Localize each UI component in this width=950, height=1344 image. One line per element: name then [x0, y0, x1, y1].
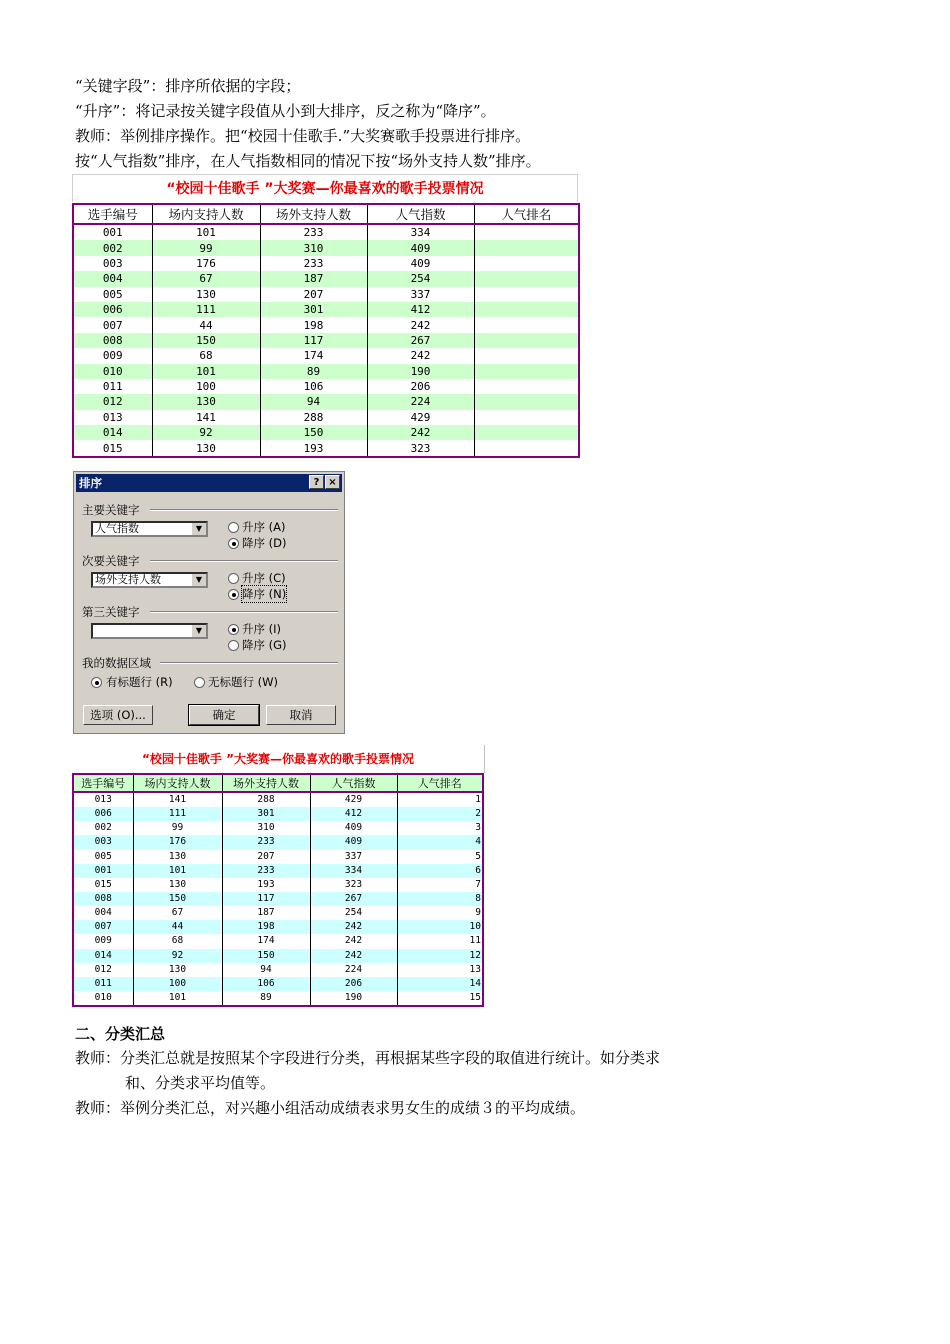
- primary-asc-radio[interactable]: [228, 522, 239, 533]
- table-cell: 4: [397, 835, 483, 849]
- table-row: [73, 878, 483, 892]
- table-cell: 150: [222, 949, 310, 963]
- table-cell: 68: [152, 348, 260, 363]
- table-cell: 89: [222, 991, 310, 1006]
- table-row: [73, 317, 579, 332]
- table-row: [73, 256, 579, 271]
- table-row: [73, 410, 579, 425]
- table-cell: 010: [73, 991, 133, 1006]
- col-header-outside: 场外支持人数: [260, 204, 367, 224]
- table-cell: 267: [367, 333, 474, 348]
- table-row: [73, 807, 483, 821]
- table-row: [73, 920, 483, 934]
- options-button[interactable]: 选项 (O)...: [83, 705, 153, 725]
- table-cell: 014: [73, 949, 133, 963]
- table-cell: 94: [222, 963, 310, 977]
- table-cell: [474, 425, 579, 440]
- table-cell: 301: [222, 807, 310, 821]
- table-cell: 193: [260, 440, 367, 456]
- secondary-desc-label: 降序 (N): [242, 587, 287, 601]
- table-cell: 8: [397, 892, 483, 906]
- table-cell: 267: [310, 892, 397, 906]
- divider: [150, 611, 338, 613]
- table-cell: 10: [397, 920, 483, 934]
- table-cell: 44: [152, 317, 260, 332]
- table-cell: 429: [367, 410, 474, 425]
- has-header-label: 有标题行 (R): [106, 675, 173, 689]
- table-cell: 409: [367, 240, 474, 255]
- table-cell: 015: [73, 878, 133, 892]
- table-cell: [474, 317, 579, 332]
- table-row: [73, 364, 579, 379]
- col-header-outside: 场外支持人数: [222, 774, 310, 792]
- table-cell: 301: [260, 302, 367, 317]
- primary-key-select[interactable]: [91, 521, 208, 537]
- table-cell: 011: [73, 379, 152, 394]
- primary-key-label: 主要关键字: [82, 503, 140, 517]
- third-desc-label: 降序 (G): [242, 638, 287, 652]
- table-cell: 130: [133, 850, 222, 864]
- table-cell: 174: [222, 934, 310, 948]
- divider: [150, 560, 338, 562]
- divider: [160, 662, 338, 664]
- section-paragraph-1-cont: 和、分类求平均值等。: [125, 1074, 276, 1092]
- table-cell: 004: [73, 271, 152, 286]
- third-key-select[interactable]: [91, 623, 208, 639]
- secondary-asc-radio[interactable]: [228, 573, 239, 584]
- table-cell: 310: [260, 240, 367, 255]
- has-header-radio[interactable]: [91, 677, 102, 688]
- table-cell: 010: [73, 364, 152, 379]
- table-row: [73, 240, 579, 255]
- table-cell: 190: [310, 991, 397, 1006]
- table-cell: 92: [133, 949, 222, 963]
- table-cell: [474, 410, 579, 425]
- table-cell: 007: [73, 920, 133, 934]
- table-cell: 233: [222, 864, 310, 878]
- table-cell: 190: [367, 364, 474, 379]
- table-row: [73, 394, 579, 409]
- intro-line-2: “升序”：将记录按关键字段值从小到大排序，反之称为“降序”。: [75, 102, 496, 120]
- table-cell: 117: [260, 333, 367, 348]
- table-cell: 288: [260, 410, 367, 425]
- table-cell: 141: [133, 792, 222, 807]
- table-cell: 412: [310, 807, 397, 821]
- close-button[interactable]: ×: [325, 475, 340, 489]
- table-cell: 008: [73, 333, 152, 348]
- primary-key-value: 人气指数: [95, 522, 139, 535]
- table-cell: 11: [397, 934, 483, 948]
- third-asc-label: 升序 (I): [242, 622, 282, 636]
- table-cell: 150: [152, 333, 260, 348]
- table-cell: 150: [260, 425, 367, 440]
- table-cell: 334: [310, 864, 397, 878]
- table-cell: 242: [367, 348, 474, 363]
- table-cell: 004: [73, 906, 133, 920]
- table-cell: [474, 240, 579, 255]
- table-cell: 013: [73, 792, 133, 807]
- table-cell: 409: [310, 835, 397, 849]
- table-cell: 68: [133, 934, 222, 948]
- table-cell: 174: [260, 348, 367, 363]
- table-cell: 011: [73, 977, 133, 991]
- header-row: [73, 774, 483, 792]
- table-cell: 323: [367, 440, 474, 456]
- table-row: [73, 850, 483, 864]
- table-cell: [474, 364, 579, 379]
- table-cell: 002: [73, 240, 152, 255]
- table-row: [73, 287, 579, 302]
- primary-desc-radio[interactable]: [228, 538, 239, 549]
- table-row: [73, 821, 483, 835]
- sorted-table-title: “校园十佳歌手 ”大奖赛—你最喜欢的歌手投票情况: [142, 752, 414, 766]
- table-cell: 006: [73, 807, 133, 821]
- col-header-inside: 场内支持人数: [152, 204, 260, 224]
- table-cell: 012: [73, 963, 133, 977]
- table-cell: 233: [260, 224, 367, 240]
- vote-table-sorted: [72, 773, 484, 1007]
- chevron-down-icon: ▼: [191, 574, 206, 586]
- cell-border: [484, 745, 485, 773]
- table-cell: 005: [73, 287, 152, 302]
- table-cell: [474, 224, 579, 240]
- table-cell: 176: [152, 256, 260, 271]
- secondary-key-value: 场外支持人数: [95, 573, 161, 586]
- table-cell: 117: [222, 892, 310, 906]
- table-cell: 106: [260, 379, 367, 394]
- table-cell: 100: [152, 379, 260, 394]
- table-cell: 94: [260, 394, 367, 409]
- table-row: [73, 333, 579, 348]
- table-row: [73, 224, 579, 240]
- ok-button[interactable]: 确定: [189, 705, 259, 725]
- table-row: [73, 348, 579, 363]
- table-cell: 198: [222, 920, 310, 934]
- header-row: [73, 204, 579, 224]
- table-cell: 206: [310, 977, 397, 991]
- secondary-desc-radio[interactable]: [228, 589, 239, 600]
- table-cell: 67: [152, 271, 260, 286]
- table-cell: 334: [367, 224, 474, 240]
- primary-desc-label: 降序 (D): [242, 536, 287, 550]
- table-cell: 242: [310, 934, 397, 948]
- table-cell: 003: [73, 256, 152, 271]
- table-row: [73, 892, 483, 906]
- secondary-key-select[interactable]: [91, 572, 208, 588]
- table-cell: 337: [310, 850, 397, 864]
- table-cell: 100: [133, 977, 222, 991]
- table-cell: 13: [397, 963, 483, 977]
- table-cell: [474, 394, 579, 409]
- table-cell: [474, 333, 579, 348]
- table-cell: 187: [222, 906, 310, 920]
- chevron-down-icon: ▼: [191, 625, 206, 637]
- table-row: [73, 792, 483, 807]
- table-cell: 013: [73, 410, 152, 425]
- table-cell: 7: [397, 878, 483, 892]
- table-cell: [474, 302, 579, 317]
- table-row: [73, 977, 483, 991]
- intro-line-1: “关键字段”：排序所依据的字段；: [75, 77, 301, 95]
- table-cell: 254: [367, 271, 474, 286]
- table-cell: 207: [260, 287, 367, 302]
- table-cell: 5: [397, 850, 483, 864]
- data-range-label: 我的数据区域: [82, 656, 151, 670]
- table-row: [73, 949, 483, 963]
- intro-line-4: 按“人气指数”排序，在人气指数相同的情况下按“场外支持人数”排序。: [75, 152, 541, 170]
- table-cell: 005: [73, 850, 133, 864]
- table-cell: 99: [152, 240, 260, 255]
- table-cell: 409: [367, 256, 474, 271]
- table-row: [73, 440, 579, 456]
- table-cell: [474, 287, 579, 302]
- table-cell: 003: [73, 835, 133, 849]
- table-cell: 3: [397, 821, 483, 835]
- table-cell: 101: [133, 864, 222, 878]
- table-cell: 206: [367, 379, 474, 394]
- divider: [150, 509, 338, 511]
- table-cell: 150: [133, 892, 222, 906]
- table-cell: 130: [152, 440, 260, 456]
- col-header-inside: 场内支持人数: [133, 774, 222, 792]
- table-cell: 14: [397, 977, 483, 991]
- dialog-title: 排序: [76, 474, 342, 492]
- table-cell: [474, 440, 579, 456]
- table-cell: 242: [310, 920, 397, 934]
- table-row: [73, 934, 483, 948]
- table-cell: 193: [222, 878, 310, 892]
- table-cell: 15: [397, 991, 483, 1006]
- table-cell: 409: [310, 821, 397, 835]
- table-cell: 44: [133, 920, 222, 934]
- vote-table: [72, 203, 580, 458]
- table-cell: 9: [397, 906, 483, 920]
- section-heading: 二、分类汇总: [75, 1025, 166, 1043]
- table-cell: 141: [152, 410, 260, 425]
- table-cell: 207: [222, 850, 310, 864]
- table-cell: 12: [397, 949, 483, 963]
- col-header-id: 选手编号: [73, 204, 152, 224]
- secondary-key-label: 次要关键字: [82, 554, 140, 568]
- col-header-rank: 人气排名: [474, 204, 579, 224]
- table-cell: 130: [133, 963, 222, 977]
- table-row: [73, 906, 483, 920]
- table-cell: 198: [260, 317, 367, 332]
- section-paragraph-2: 教师：举例分类汇总，对兴趣小组活动成绩表求男女生的成绩３的平均成绩。: [75, 1099, 586, 1117]
- table-cell: 412: [367, 302, 474, 317]
- table-cell: 242: [367, 317, 474, 332]
- table-row: [73, 425, 579, 440]
- table-cell: 242: [367, 425, 474, 440]
- table-cell: 233: [222, 835, 310, 849]
- table-cell: 176: [133, 835, 222, 849]
- table-cell: 242: [310, 949, 397, 963]
- table-cell: 006: [73, 302, 152, 317]
- table-cell: 001: [73, 224, 152, 240]
- help-button[interactable]: ?: [309, 475, 324, 489]
- table-cell: 99: [133, 821, 222, 835]
- table-cell: 89: [260, 364, 367, 379]
- table-cell: 6: [397, 864, 483, 878]
- table-cell: 009: [73, 348, 152, 363]
- table-row: [73, 271, 579, 286]
- table-cell: 015: [73, 440, 152, 456]
- table-cell: 323: [310, 878, 397, 892]
- table-title: “校园十佳歌手 ”大奖赛—你最喜欢的歌手投票情况: [72, 174, 578, 202]
- third-asc-radio[interactable]: [228, 624, 239, 635]
- table-cell: 187: [260, 271, 367, 286]
- secondary-asc-label: 升序 (C): [242, 571, 286, 585]
- table-row: [73, 302, 579, 317]
- sort-dialog: [73, 471, 345, 734]
- table-cell: 2: [397, 807, 483, 821]
- table-cell: 002: [73, 821, 133, 835]
- col-header-popularity: 人气指数: [310, 774, 397, 792]
- table-row: [73, 864, 483, 878]
- table-cell: 007: [73, 317, 152, 332]
- table-cell: 001: [73, 864, 133, 878]
- table-cell: 012: [73, 394, 152, 409]
- cancel-button[interactable]: 取消: [266, 705, 336, 725]
- table-cell: 106: [222, 977, 310, 991]
- table-row: [73, 379, 579, 394]
- chevron-down-icon: ▼: [191, 523, 206, 535]
- section-paragraph-1: 教师：分类汇总就是按照某个字段进行分类，再根据某些字段的取值进行统计。如分类求: [75, 1049, 661, 1067]
- intro-line-3: 教师：举例排序操作。把“校园十佳歌手.”大奖赛歌手投票进行排序。: [75, 127, 531, 145]
- table-cell: 254: [310, 906, 397, 920]
- table-cell: 009: [73, 934, 133, 948]
- table-cell: 1: [397, 792, 483, 807]
- table-cell: 111: [152, 302, 260, 317]
- table-cell: 67: [133, 906, 222, 920]
- table-cell: 224: [367, 394, 474, 409]
- table-row: [73, 991, 483, 1006]
- table-cell: 310: [222, 821, 310, 835]
- third-key-label: 第三关键字: [82, 605, 140, 619]
- table-cell: 130: [152, 394, 260, 409]
- table-row: [73, 963, 483, 977]
- table-cell: 101: [152, 224, 260, 240]
- table-row: [73, 835, 483, 849]
- col-header-popularity: 人气指数: [367, 204, 474, 224]
- table-cell: [474, 271, 579, 286]
- table-cell: 288: [222, 792, 310, 807]
- table-cell: [474, 256, 579, 271]
- table-cell: 233: [260, 256, 367, 271]
- table-cell: 101: [133, 991, 222, 1006]
- third-desc-radio[interactable]: [228, 640, 239, 651]
- primary-asc-label: 升序 (A): [242, 520, 286, 534]
- table-cell: 101: [152, 364, 260, 379]
- table-cell: 337: [367, 287, 474, 302]
- table-cell: 111: [133, 807, 222, 821]
- no-header-radio[interactable]: [194, 677, 205, 688]
- col-header-rank: 人气排名: [397, 774, 483, 792]
- table-cell: [474, 379, 579, 394]
- table-cell: 014: [73, 425, 152, 440]
- vote-table-unsorted: [72, 174, 578, 454]
- col-header-id: 选手编号: [73, 774, 133, 792]
- table-cell: 130: [133, 878, 222, 892]
- table-cell: 008: [73, 892, 133, 906]
- table-cell: [474, 348, 579, 363]
- table-cell: 224: [310, 963, 397, 977]
- table-cell: 130: [152, 287, 260, 302]
- table-cell: 429: [310, 792, 397, 807]
- table-cell: 92: [152, 425, 260, 440]
- no-header-label: 无标题行 (W): [208, 675, 278, 689]
